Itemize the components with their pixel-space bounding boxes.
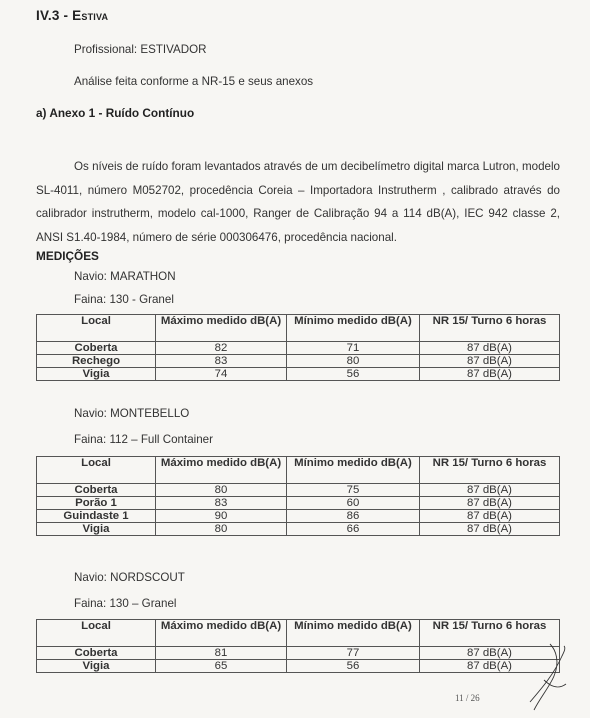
analise-line: Análise feita conforme a NR-15 e seus anexos [74,75,314,88]
table-row [37,368,560,381]
cell-max: 83 [156,497,287,510]
cell-min: 75 [287,484,420,497]
measurement-table-3 [36,619,560,673]
cell-nr: 87 dB(A) [420,647,560,660]
cell-local: Vigia [37,368,156,381]
section-title: Estiva [72,8,109,23]
cell-min: 80 [287,355,420,368]
cell-min: 71 [287,342,420,355]
medicoes-heading: MEDIÇÕES [36,249,99,263]
cell-min: 86 [287,510,420,523]
section-number: IV.3 - [36,8,73,23]
col-max: Máximo medido dB(A) [156,457,287,484]
cell-local: Coberta [37,647,156,660]
table-row [37,523,560,536]
cell-nr: 87 dB(A) [420,660,560,673]
col-local: Local [37,315,156,342]
signature-mark [520,640,575,715]
col-nr: NR 15/ Turno 6 horas [420,315,560,342]
ship-3-navio: Navio: NORDSCOUT [74,571,185,584]
table-row [37,342,560,355]
cell-min: 66 [287,523,420,536]
col-nr: NR 15/ Turno 6 horas [420,620,560,647]
measurement-table-1 [36,314,560,381]
anexo-heading: a) Anexo 1 - Ruído Contínuo [36,106,195,120]
cell-local: Vigia [37,660,156,673]
profissional-line: Profissional: ESTIVADOR [74,43,207,56]
cell-max: 65 [156,660,287,673]
cell-nr: 87 dB(A) [420,523,560,536]
section-heading [36,8,108,23]
cell-nr: 87 dB(A) [420,355,560,368]
cell-nr: 87 dB(A) [420,368,560,381]
col-min: Mínimo medido dB(A) [287,315,420,342]
paragraph [36,155,560,249]
cell-max: 82 [156,342,287,355]
col-local: Local [37,457,156,484]
table-row [37,647,560,660]
cell-local: Rechego [37,355,156,368]
paragraph-text: Os níveis de ruído foram levantados através de um decibelímetro digital marca Lutron, modelo SL-4011, número M052702, procedência Coreia – Importadora Instrutherm , calibrado através do calibrador instrutherm, modelo cal-1000, Ranger de Calibração 94 a 114 dB(A), IEC 942 classe 2, ANSI S1.40-1984, número de série 000306476, procedência nacional. [36,160,560,244]
cell-min: 77 [287,647,420,660]
ship-2-faina: Faina: 112 – Full Container [74,433,213,446]
col-local: Local [37,620,156,647]
table-header-row [37,457,560,484]
cell-local: Coberta [37,342,156,355]
cell-nr: 87 dB(A) [420,497,560,510]
ship-3-faina: Faina: 130 – Granel [74,597,177,610]
col-max: Máximo medido dB(A) [156,620,287,647]
table-row [37,355,560,368]
ship-1-faina: Faina: 130 - Granel [74,293,174,306]
table-row [37,484,560,497]
cell-max: 83 [156,355,287,368]
cell-max: 80 [156,484,287,497]
table-header-row [37,315,560,342]
cell-max: 81 [156,647,287,660]
page-number: 11 / 26 [455,693,480,703]
table-row [37,660,560,673]
cell-local: Coberta [37,484,156,497]
cell-max: 90 [156,510,287,523]
ship-1-navio: Navio: MARATHON [74,270,176,283]
col-max: Máximo medido dB(A) [156,315,287,342]
cell-max: 74 [156,368,287,381]
cell-local: Vigia [37,523,156,536]
cell-min: 56 [287,660,420,673]
cell-local: Guindaste 1 [37,510,156,523]
cell-nr: 87 dB(A) [420,510,560,523]
table-row [37,497,560,510]
col-nr: NR 15/ Turno 6 horas [420,457,560,484]
ship-2-navio: Navio: MONTEBELLO [74,407,190,420]
cell-max: 80 [156,523,287,536]
measurement-table-2 [36,456,560,536]
cell-min: 60 [287,497,420,510]
table-header-row [37,620,560,647]
col-min: Mínimo medido dB(A) [287,620,420,647]
table-row [37,510,560,523]
cell-min: 56 [287,368,420,381]
col-min: Mínimo medido dB(A) [287,457,420,484]
cell-nr: 87 dB(A) [420,484,560,497]
cell-local: Porão 1 [37,497,156,510]
cell-nr: 87 dB(A) [420,342,560,355]
